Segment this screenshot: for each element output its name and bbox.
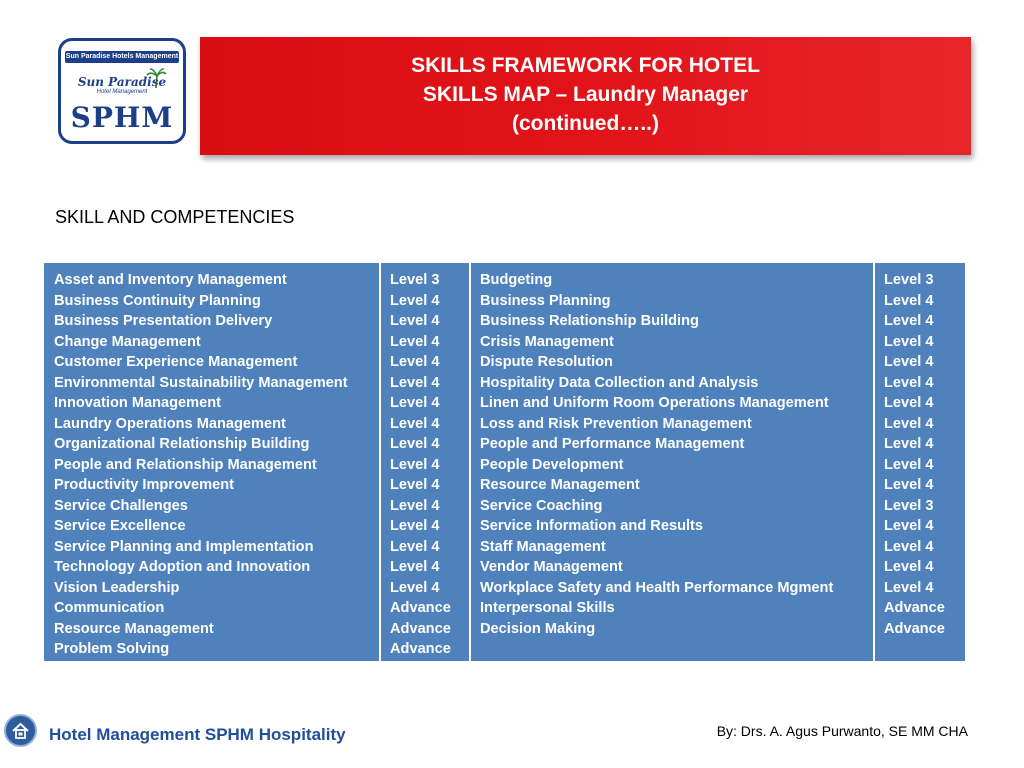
left-skill-cell: Laundry Operations Management xyxy=(54,415,286,432)
right-level-cell: Level 4 xyxy=(884,579,934,596)
home-icon[interactable] xyxy=(4,714,37,747)
left-skill-cell: Vision Leadership xyxy=(54,579,180,596)
right-skill-cell: Dispute Resolution xyxy=(480,354,613,370)
left-skill-cell: Communication xyxy=(54,600,165,616)
right-skill-cell: Vendor Management xyxy=(480,559,623,575)
right-skill-cell: Linen and Uniform Room Operations Management xyxy=(480,395,829,411)
right-skill-cell: Budgeting xyxy=(480,272,553,288)
footer-author: By: Drs. A. Agus Purwanto, SE MM CHA xyxy=(716,723,968,739)
right-level-cell: Level 4 xyxy=(884,354,934,370)
right-levels-column xyxy=(875,263,965,661)
palm-tree-icon xyxy=(145,67,167,89)
right-level-cell: Advance xyxy=(884,600,945,616)
left-level-cell: Level 4 xyxy=(390,538,440,555)
footer-brand: Hotel Management SPHM Hospitality xyxy=(49,725,346,744)
title-banner xyxy=(200,37,971,155)
right-level-cell: Level 4 xyxy=(884,559,934,575)
left-level-cell: Advance xyxy=(390,600,451,616)
logo-main-text: SPHM xyxy=(70,101,174,134)
right-level-cell: Level 3 xyxy=(884,272,934,288)
right-level-cell: Level 4 xyxy=(884,333,934,350)
left-skill-cell: Change Management xyxy=(54,333,201,350)
left-skill-cell: Asset and Inventory Management xyxy=(54,272,287,288)
left-level-cell: Level 4 xyxy=(390,313,440,329)
left-skill-cell: People and Relationship Management xyxy=(54,456,317,473)
right-skill-cell: Hospitality Data Collection and Analysis xyxy=(480,374,759,391)
right-skill-cell: Workplace Safety and Health Performance Mgment xyxy=(480,579,834,596)
right-skills-column xyxy=(471,263,875,661)
right-skill-cell: Service Coaching xyxy=(480,497,603,514)
right-skill-cell: Interpersonal Skills xyxy=(480,600,615,616)
logo-sub-text: Sun Paradise xyxy=(77,75,167,89)
left-level-cell: Level 4 xyxy=(390,436,440,452)
left-level-cell: Level 4 xyxy=(390,477,440,493)
right-level-cell: Level 4 xyxy=(884,518,934,534)
skills-table xyxy=(44,263,965,661)
left-skill-cell: Service Challenges xyxy=(54,497,188,514)
left-skill-cell: Technology Adoption and Innovation xyxy=(54,559,311,575)
left-skills-column xyxy=(44,263,381,661)
left-skill-cell: Productivity Improvement xyxy=(54,477,235,493)
right-skill-cell: Resource Management xyxy=(480,477,640,493)
right-skill-cell: Crisis Management xyxy=(480,333,614,350)
left-skill-cell: Business Continuity Planning xyxy=(54,292,261,309)
left-level-cell: Level 4 xyxy=(390,333,440,350)
left-level-cell: Level 4 xyxy=(390,456,440,473)
title-line-3: (continued…..) xyxy=(512,112,659,135)
right-skill-cell: Business Relationship Building xyxy=(480,313,699,329)
left-level-cell: Level 4 xyxy=(390,374,440,391)
right-skill-cell: People and Performance Management xyxy=(480,436,745,452)
left-level-cell: Level 4 xyxy=(390,292,440,309)
house-glyph xyxy=(6,716,35,745)
left-skill-cell: Organizational Relationship Building xyxy=(54,436,310,452)
left-skill-cell: Business Presentation Delivery xyxy=(54,313,273,329)
left-skill-cell: Problem Solving xyxy=(54,641,170,657)
right-level-cell: Level 4 xyxy=(884,292,934,309)
right-level-cell: Level 4 xyxy=(884,415,934,432)
left-skill-cell: Service Planning and Implementation xyxy=(54,538,314,555)
right-level-cell: Level 4 xyxy=(884,374,934,391)
left-level-cell: Level 4 xyxy=(390,579,440,596)
section-label: SKILL AND COMPETENCIES xyxy=(55,207,295,227)
right-level-cell: Level 4 xyxy=(884,395,934,411)
title-line-1: SKILLS FRAMEWORK FOR HOTEL xyxy=(411,54,760,77)
left-level-cell: Advance xyxy=(390,641,451,657)
left-level-cell: Level 4 xyxy=(390,395,440,411)
right-level-cell: Level 4 xyxy=(884,436,934,452)
right-skill-cell: People Development xyxy=(480,456,624,473)
right-level-cell: Level 3 xyxy=(884,497,934,514)
right-skill-cell: Service Information and Results xyxy=(480,518,704,534)
sphm-logo xyxy=(58,38,186,144)
right-skill-cell: Decision Making xyxy=(480,620,596,637)
right-level-cell: Level 4 xyxy=(884,538,934,555)
title-text xyxy=(200,51,971,138)
right-level-cell: Level 4 xyxy=(884,456,934,473)
left-level-cell: Advance xyxy=(390,620,451,637)
right-level-cell: Level 4 xyxy=(884,477,934,493)
left-level-cell: Level 4 xyxy=(390,497,440,514)
left-level-cell: Level 4 xyxy=(390,415,440,432)
left-level-cell: Level 4 xyxy=(390,559,440,575)
left-skill-cell: Environmental Sustainability Management xyxy=(54,374,348,391)
left-level-cell: Level 4 xyxy=(390,354,440,370)
logo-strip-text: Sun Paradise Hotels Management xyxy=(65,51,179,63)
left-level-cell: Level 3 xyxy=(390,272,440,288)
left-level-cell: Level 4 xyxy=(390,518,440,534)
right-skill-cell: Business Planning xyxy=(480,292,611,309)
title-line-2: SKILLS MAP – Laundry Manager xyxy=(422,83,749,106)
right-skill-cell: Loss and Risk Prevention Management xyxy=(480,415,752,432)
left-skill-cell: Innovation Management xyxy=(54,395,222,411)
left-skill-cell: Service Excellence xyxy=(54,518,186,534)
right-level-cell: Level 4 xyxy=(884,313,934,329)
left-levels-column xyxy=(381,263,471,661)
logo-sub-text-2: Hotel Management xyxy=(96,89,148,95)
left-skill-cell: Customer Experience Management xyxy=(54,354,298,370)
right-skill-cell: Staff Management xyxy=(480,538,606,555)
right-level-cell: Advance xyxy=(884,620,945,637)
left-skill-cell: Resource Management xyxy=(54,620,214,637)
